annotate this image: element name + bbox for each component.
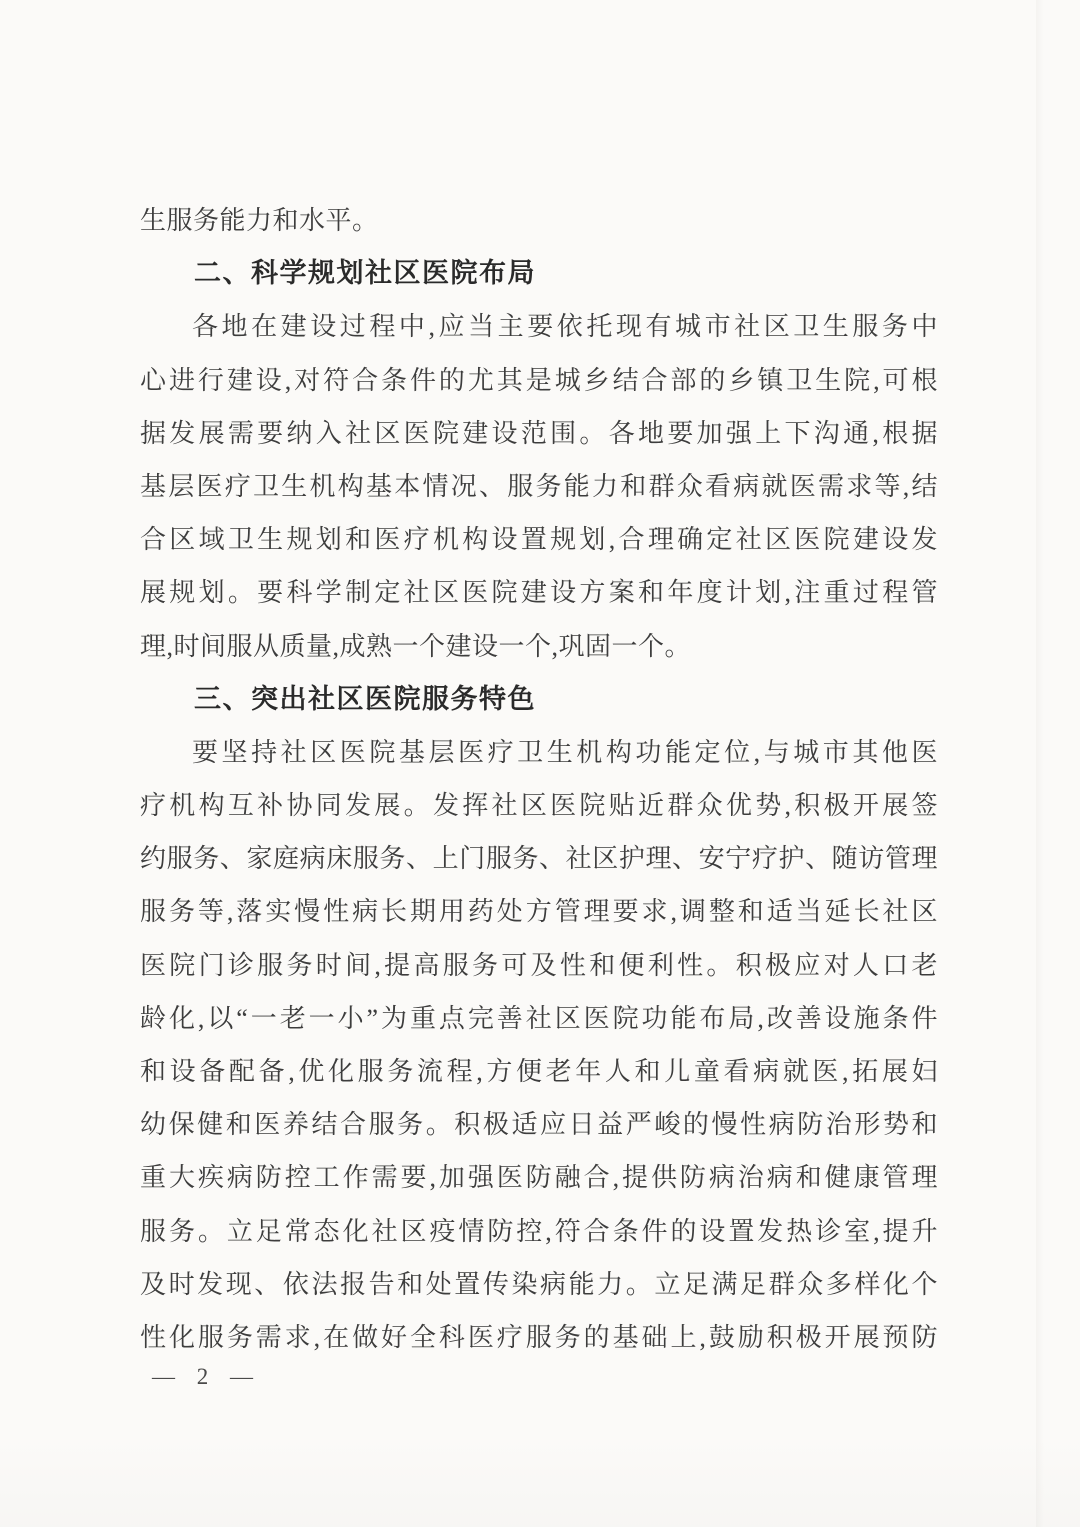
- body-line: 理,时间服从质量,成熟一个建设一个,巩固一个。: [140, 631, 692, 661]
- body-line: 幼保健和医养结合服务。积极适应日益严峻的慢性病防治形势和: [140, 1110, 938, 1140]
- body-line: 约服务、家庭病床服务、上门服务、社区护理、安宁疗护、随访管理: [140, 844, 938, 874]
- body-line: 要坚持社区医院基层医疗卫生机构功能定位,与城市其他医: [192, 737, 938, 767]
- scan-artifact-shade: [0, 1437, 1080, 1527]
- body-line: 及时发现、依法报告和处置传染病能力。立足满足群众多样化个: [140, 1269, 938, 1299]
- body-line: 服务。立足常态化社区疫情防控,符合条件的设置发热诊室,提升: [140, 1216, 938, 1246]
- body-line: 据发展需要纳入社区医院建设范围。各地要加强上下沟通,根据: [140, 418, 938, 448]
- body-line: 和设备配备,优化服务流程,方便老年人和儿童看病就医,拓展妇: [140, 1057, 938, 1086]
- body-line: 性化服务需求,在做好全科医疗服务的基础上,鼓励积极开展预防: [140, 1322, 938, 1352]
- body-line: 生服务能力和水平。: [140, 206, 379, 235]
- body-line: 基层医疗卫生机构基本情况、服务能力和群众看病就医需求等,结: [140, 471, 938, 501]
- section-2-heading: 二、科学规划社区医院布局: [194, 258, 536, 289]
- body-line: 服务等,落实慢性病长期用药处方管理要求,调整和适当延长社区: [140, 897, 938, 927]
- document-body: [140, 194, 938, 1364]
- body-line: 各地在建设过程中,应当主要依托现有城市社区卫生服务中: [192, 312, 938, 342]
- page-number: — 2 —: [152, 1364, 255, 1389]
- body-line: 心进行建设,对符合条件的尤其是城乡结合部的乡镇卫生院,可根: [140, 365, 938, 395]
- body-line: 展规划。要科学制定社区医院建设方案和年度计划,注重过程管: [140, 578, 938, 608]
- body-line: 医院门诊服务时间,提高服务可及性和便利性。积极应对人口老: [140, 950, 938, 980]
- section-3-heading: 三、突出社区医院服务特色: [194, 683, 536, 714]
- body-line: 疗机构互补协同发展。发挥社区医院贴近群众优势,积极开展签: [140, 791, 938, 821]
- body-line: 重大疾病防控工作需要,加强医防融合,提供防病治病和健康管理: [140, 1163, 938, 1193]
- body-line: 合区域卫生规划和医疗机构设置规划,合理确定社区医院建设发: [140, 525, 938, 555]
- body-line: 龄化,以“一老一小”为重点完善社区医院功能布局,改善设施条件: [140, 1003, 938, 1033]
- scan-artifact-streak: [1036, 0, 1044, 1527]
